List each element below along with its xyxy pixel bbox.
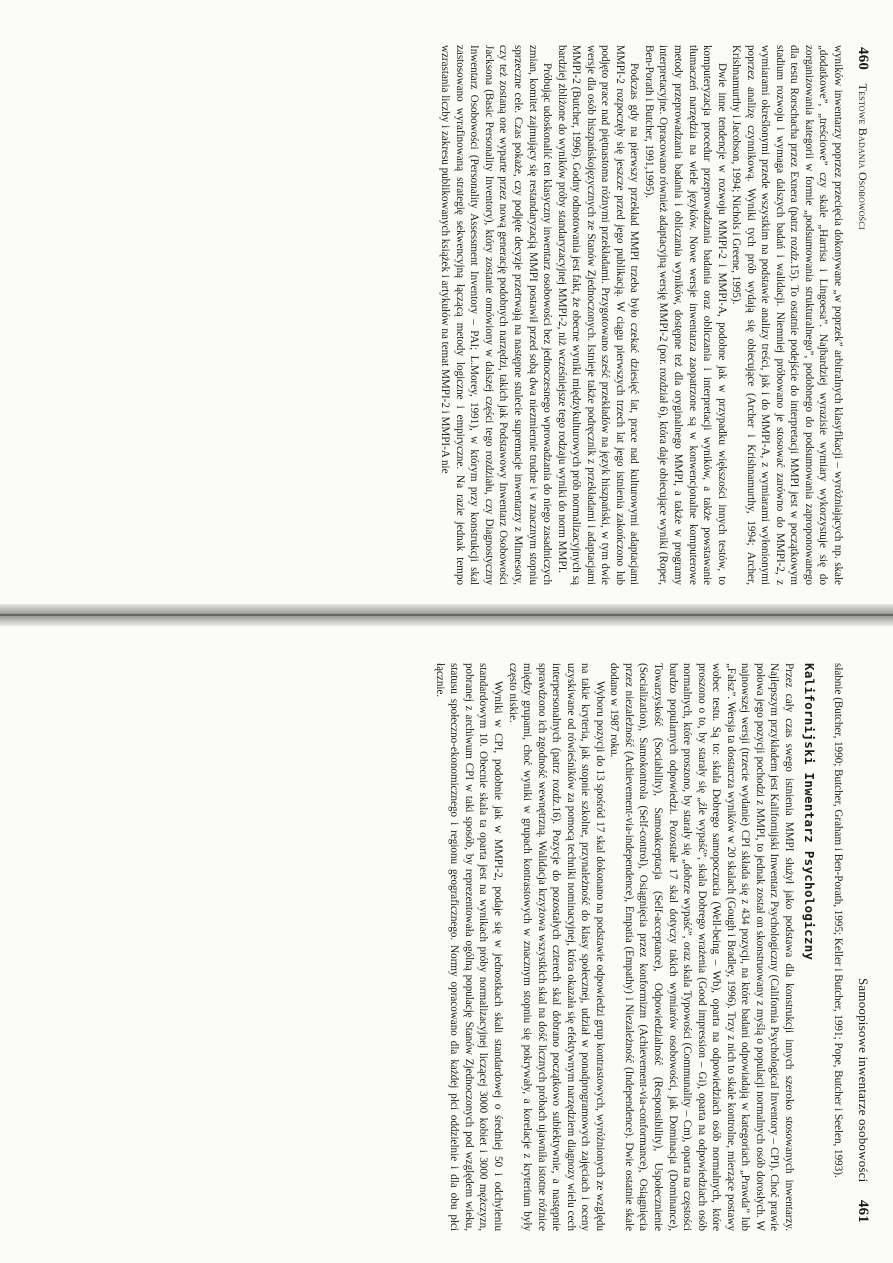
left-paragraph-4: Próbując udoskonalić ten klasyczny inwentarz osobowości bez jednoczesnego wprowadzania do niego zasadniczych zmian, komitet zajmujący się restandaryzacją MMPI postawił przed sobą dwa niezmiernie trudne i w znacznym stopniu sprzeczne cele. Czas pokaże, czy podjęte decyzje przetrwają na następne stulecie supremacje inwentarzy z Minnesoty, czy też zostaną one wyparte przez nową generację podobnych narzędzi, takich jak Podstawowy Inwentarz Osobowości Jacksona (Basic Personality Inventory), który zostanie omówiony w dalszej części tego rozdziału, czy Diagnostyczny Inwentarz Osobowości (Personality Assessment Inventory – PAI; L.Morey, 1991), w którym przy konstrukcji skal zastosowano wyrafinowaną strategię sekwencyjną łączącą metody logiczne i empiryczne. Na razie jednak tempo wzrastania liczby i zakresu publikowanych książek i artykułów na temat MMPI-2 i MMPI-A nie	[439, 45, 554, 585]
right-page-number: 461	[855, 1199, 871, 1223]
book-gutter	[0, 604, 893, 626]
left-running-head	[854, 47, 871, 230]
right-page	[0, 628, 893, 1263]
left-page-number: 460	[855, 47, 871, 71]
section-heading: Kalifornijski Inwentarz Psychologiczny	[802, 663, 818, 961]
left-text-column	[438, 45, 845, 585]
left-paragraph-2: Dwie inne tendencje w rozwoju MMPI-2 i MMPI-A, podobne jak w przypadku większości innych testów, to komputeryzacja procedur przeprowadzania badania oraz obliczania i interpretacji wyników, a także powstawanie tłumaczeń narzędzia na wiele języków. Nowe wersje inwentarza zaopatrzone są w konwencjonalne komputerowe metody przeprowadzania badania i obliczania wyników, dostępne też dla oryginalnego MMPI, a także w programy interpretacyjne. Opracowano również adaptacyjną wersję MMPI-2 (por. rozdział 6), która daje obiecujące wyniki (Roper, Ben-Porath i Butcher, 1991,1995).	[642, 45, 728, 585]
right-paragraph-1: Przez cały czas swego istnienia MMPI służył jako podstawa dla konstrukcji innych szeroko stosowanych inwentarzy. Najlepszym przykładem jest Kalifornijski Inwentarz Psychologiczny (California Psychological Inventory – CPI). Choć prawie połowa jego pozycji pochodzi z MMPI, to jednak został on skonstruowany z myślą o populacji normalnych osób dorosłych. W najnowszej wersji (trzecie wydanie) CPI składa się z 434 pozycji, na które badani odpowiadają w kategoriach „Prawda” lub „Fałsz”. Wersja ta dostarcza wyników w 20 skalach (Gough i Bradley, 1996). Trzy z nich to skale kontrolne, mierzące postawy wobec testu. Są to: skala Dobrego samopoczucia (Well-being – Wb), oparta na odpowiedziach osób normalnych, które proszono o to, by starały się „źle wypaść”, skala Dobrego wrażenia (Good impression – Gi), oparta na odpowiedziach osób normalnych, które proszono, by starały się „dobrze wypaść”, oraz skala Typowości (Communality – Cm), oparta na częstości bardzo popularnych odpowiedzi. Pozostałe 17 skal dotyczy takich wymiarów osobowości, jak Dominacja (Dominance), Towarzyskość (Sociability), Samoakceptacja (Self-acceptance), Odpowiedzialność (Responsibility), Uspołecznienie (Socialization), Samokontrola (Self-control), Osiągnięcia przez konformizm (Achievement-via-conformance), Osiągnięcia przez niezależność (Achievement-via-independence), Empatia (Empathy) i Niezależność (Independence). Dwie ostatnie skale dodano w 1987 roku.	[608, 663, 795, 1231]
right-paragraph-2: Wyboru pozycji do 13 spośród 17 skal dokonano na podstawie odpowiedzi grup kontrastowych, wyróżnionych ze względu na takie kryteria, jak stopnie szkolne, przynależność do klasy społecznej, udział w ponadprogramowych zajęciach i oceny uzyskiwane od rówieśników za pomocą techniki nominacyjnej, która okazała się efektywnym narzędziem diagnozy wielu cech interpersonalnych (patrz rozdz.16). Pozycje do pozostałych czterech skal dobrano początkowo subiektywnie, a następnie sprawdzono ich zgodność wewnętrzną. Walidacja krzyżowa wszystkich skal na dość licznych próbach ujawniła istotne różnice między grupami, choć wyniki w grupach kontrastowych w znacznym stopniu się pokrywały, a korelacje z kryterium były często niskie.	[506, 663, 606, 1231]
right-intro-paragraph: słabnie (Butcher, 1990; Butcher, Graham i Ben-Porath, 1995; Keller i Butcher, 1991; Pope, Butcher i Seelen, 1993).	[832, 663, 844, 1178]
left-running-title: Testowe Badania Osobowości	[856, 83, 870, 230]
right-running-head	[854, 978, 871, 1223]
right-paragraph-3: Wyniki w CPI, podobnie jak w MMPI-2, podaje się w jednostkach skali standardowej o średniej 50 i odchyleniu standardowym 10. Obecnie skala ta oparta jest na wynikach próby normalizacyjnej liczącej 3000 kobiet i 3000 mężczyzn, pobranej z archiwum CPI w taki sposób, by reprezentowała ogólną populację Stanów Zjednoczonych pod względem wieku, statusu społeczno-ekonomicznego i regionu geograficznego. Normy opracowano dla każdej płci oddzielnie i dla obu płci łącznie.	[433, 663, 504, 1231]
left-paragraph-3: Podczas gdy na pierwszy przekład MMPI trzeba było czekać dziesięć lat, prace nad kulturowymi adaptacjami MMPI-2 rozpoczęły się jeszcze przed jego publikacją. W ciągu pierwszych trzech lat jego istnienia zakończono lub podjęto prace nad piętnastoma różnymi przekładami. Przygotowano sześć przekładów na język hiszpański, w tym dwie wersje dla osób hiszpańskojęzycznych ze Stanów Zjednoczonych. Istnieje także podręcznik z przekładami i adaptacjami MMPI-2 (Butcher, 1996). Godny odnotowania jest fakt, że obecne wyniki międzykulturowych prób normalizacyjnych są bardziej zbliżone do wyników próby standaryzacyjnej MMPI-2, niż wcześniejsze tego rodzaju wyniki do norm MMPI.	[555, 45, 641, 585]
left-paragraph-1: wyników inwentarzy poprzez przecięcia dokonywane „w poprzek” arbitralnych klasyfikacji – wyróżniających np. skale „dodatkowe”, „treściowe” czy skale „Harrisa i Lingoesa”. Najbardziej wyrazisie wymiary wykorzystuje się do zorganizowania kategorii w formie „podsumowania strukturalnego”, podobnego do podsumowania zaproponowanego dla testu Rorschacha przez Exnera (patrz rozdz.15). To ostatnie podejście do interpretacji MMPI jest w początkowym stadium rozwoju i wymaga dalszych badań i walidacji. Niemniej próbowano je stosować zarówno do MMPI-2, z wymiarami określonymi przede wszystkim na podstawie analizy treści, jak i do MMPI-A, z wymiarami wyłonionymi poprzez analizę czynnikową. Wyniki tych prób wydają się obiecujące (Archer i Krishnamurthy, 1994; Archer, Krishnamurthy i Jacobson, 1994; Nichols i Greene, 1995).	[730, 45, 844, 585]
right-running-title: Samoopisowe inwentarze osobowości	[856, 977, 871, 1183]
left-page	[0, 0, 893, 612]
right-text-column	[432, 663, 845, 1231]
